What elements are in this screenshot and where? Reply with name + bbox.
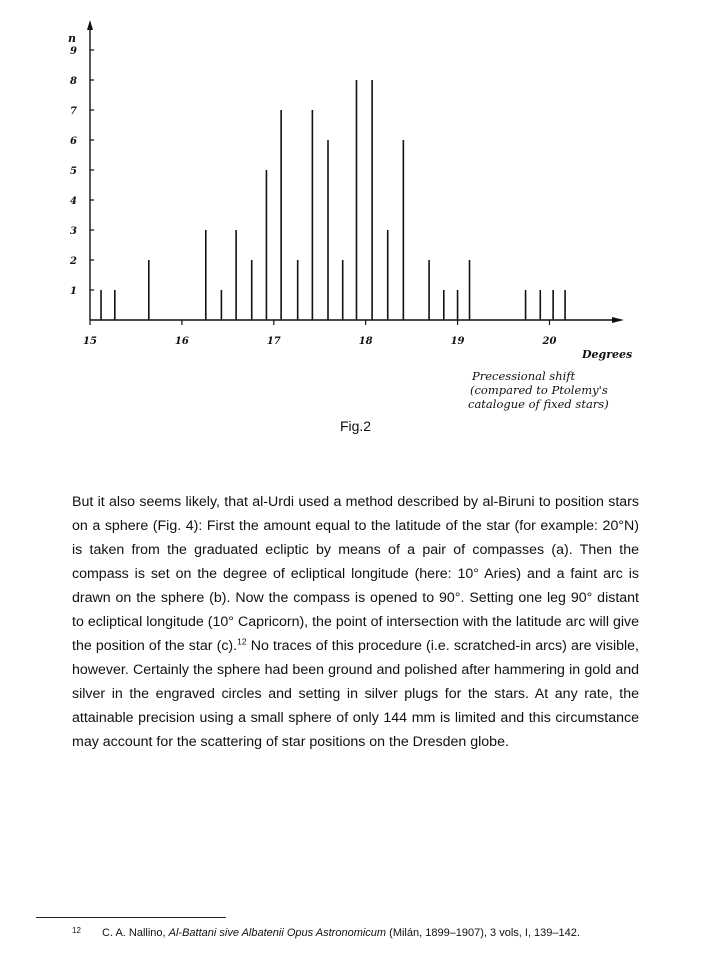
y-tick-label: 7 <box>70 106 77 117</box>
x-tick-label: 18 <box>358 336 373 347</box>
histogram-chart <box>40 10 660 430</box>
x-tick-label: 17 <box>266 336 281 347</box>
y-tick-label: 4 <box>70 196 77 207</box>
footnote-author: C. A. Nallino, <box>102 927 169 939</box>
figure-caption: Fig.2 <box>339 418 372 434</box>
y-tick-label: 8 <box>70 76 77 87</box>
annotation-line-1: Precessional shift <box>472 369 576 383</box>
y-axis <box>69 20 94 320</box>
bars <box>101 80 565 320</box>
footnote-number: 12 <box>72 926 81 935</box>
y-axis-label: n <box>68 32 76 45</box>
x-tick-label: 20 <box>542 336 557 347</box>
y-tick-label: 9 <box>70 46 77 57</box>
y-tick-label: 5 <box>70 166 77 177</box>
y-tick-label: 1 <box>70 286 77 297</box>
footnote-text <box>102 926 580 940</box>
x-tick-label: 19 <box>450 336 465 347</box>
x-axis-arrow <box>612 317 624 323</box>
y-axis-arrow <box>87 20 93 30</box>
body-text-part-2: No traces of this procedure (i.e. scratched-in arcs) are visible, however. Certainly the sphere had been ground and polished after hammering in gold and silver in the engraved circles and setting in silver plugs for the stars. At any rate, the attainable precision using a small sphere of only 144 mm is limited and this circumstance may account for the scattering of star positions on the Dresden globe. <box>72 638 639 750</box>
body-text-part-1: But it also seems likely, that al-Urdi used a method described by al-Biruni to position stars on a sphere (Fig. 4): First the amount equal to the latitude of the star (for example: 20°N) is taken from the graduated ecliptic by means of a pair of compasses (a). Then the compass is set on the degree of ecliptical longitude (here: 10° Aries) and a faint arc is drawn on the sphere (b). Now the compass is opened to 90°. Setting one leg 90° distant to ecliptical longitude (10° Capricorn), the point of intersection with the latitude arc will give the position of the star (c). <box>72 494 639 654</box>
x-axis-label: Degrees <box>582 348 633 361</box>
annotation-line-2: (compared to Ptolemy's <box>470 383 608 397</box>
x-tick-label: 16 <box>174 336 189 347</box>
y-tick-label: 2 <box>70 256 77 267</box>
y-tick-label: 6 <box>70 136 77 147</box>
footnote-reference[interactable]: 12 <box>237 636 247 647</box>
footnote-title: Al-Battani sive Albatenii Opus Astronomicum <box>168 927 387 939</box>
x-tick-label: 15 <box>83 336 97 347</box>
footnote-divider <box>36 917 226 918</box>
body-paragraph <box>72 490 639 754</box>
footnote-details: (Milán, 1899–1907), 3 vols, I, 139–142. <box>386 927 580 939</box>
x-axis <box>83 317 624 347</box>
y-tick-label: 3 <box>70 226 77 237</box>
annotation-line-3: catalogue of fixed stars) <box>468 397 609 411</box>
